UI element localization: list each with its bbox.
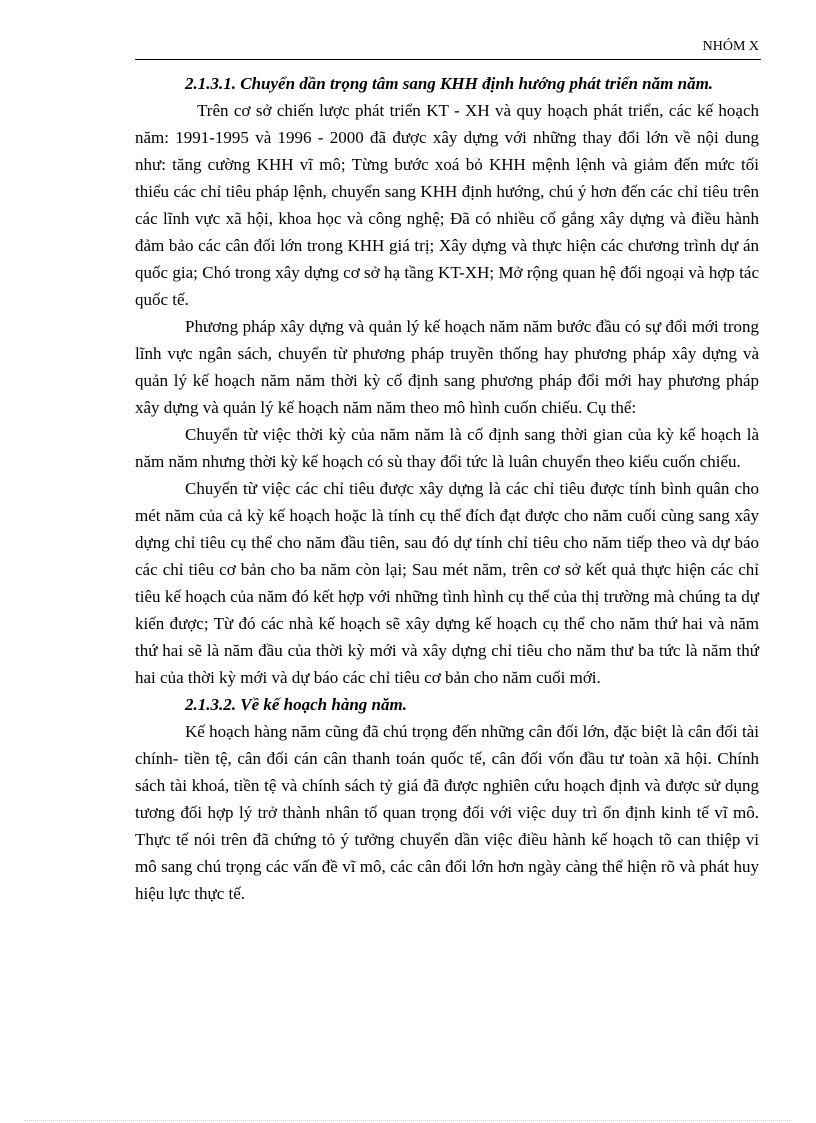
- paragraph: Chuyển từ việc thời kỳ của năm năm là cố định sang thời gian của kỳ kế hoạch là năm năm nhưng thời kỳ kế hoạch có sù thay đổi tức là luân chuyển theo kiểu cuốn chiếu.: [135, 425, 759, 471]
- page-bottom-divider: [24, 1120, 792, 1121]
- paragraph: Trên cơ sở chiến lược phát triển KT - XH và quy hoạch phát triển, các kế hoạch năm: 1991-1995 và 1996 - 2000 đã được xây dựng với những thay đổi lớn về nội dung như: tăng cường KHH vĩ mô; Từng bước xoá bỏ KHH mệnh lệnh và giảm đến mức tối thiểu các chỉ tiêu pháp lệnh, chuyển sang KHH định hướng, chú ý hơn đến các chỉ tiêu trên các lĩnh vực xã hội, khoa học và công nghệ; Đã có nhiều cố gắng xây dựng và điều hành đảm bảo các cân đối lớn trong KHH giá trị; Xây dựng và thực hiện các chương trình dự án quốc gia; Chó trong xây dựng cơ sở hạ tầng KT-XH; Mở rộng quan hệ đối ngoại và hợp tác quốc tế.: [135, 101, 759, 309]
- paragraph: Chuyển từ việc các chỉ tiêu được xây dựng là các chỉ tiêu được tính bình quân cho mét năm của cả kỳ kế hoạch hoặc là tính cụ thể đích đạt được cho năm cuối cùng sang xây dựng chỉ tiêu cụ thể cho năm đầu tiên, sau đó dự tính chỉ tiêu cho năm tiếp theo và dự báo các chỉ tiêu cơ bản cho ba năm còn lại; Sau mét năm, trên cơ sở kết quả thực hiện các chỉ tiêu kế hoạch của năm đó kết hợp với những tình hình cụ thể của thị trường mà chúng ta dự kiến được; Từ đó các nhà kế hoạch sẽ xây dựng kế hoạch cụ thể cho năm thứ hai và năm thứ hai sẽ là năm đầu của thời kỳ mới và xây dựng chỉ tiêu cho năm thư ba tức là năm thứ hai của thời kỳ mới và dự báo các chỉ tiêu cơ bản cho năm cuối mới.: [135, 479, 759, 687]
- section-heading-2-1-3-2: 2.1.3.2. Về kế hoạch hàng năm.: [185, 695, 407, 714]
- page-header: [135, 38, 761, 60]
- paragraph: Phương pháp xây dựng và quản lý kế hoạch năm năm bước đầu có sự đổi mới trong lĩnh vực ngân sách, chuyển từ phương pháp truyền thống hay phương pháp xây dựng và quản lý kế hoạch năm năm thời kỳ cố định sang phương pháp đổi mới hay phương pháp xây dựng và quản lý kế hoạch năm năm theo mô hình cuốn chiếu. Cụ thể:: [135, 317, 759, 417]
- paragraph: Kế hoạch hàng năm cũng đã chú trọng đến những cân đối lớn, đặc biệt là cân đối tài chính- tiền tệ, cân đối cán cân thanh toán quốc tế, cân đối vốn đầu tư toàn xã hội. Chính sách tài khoá, tiền tệ và chính sách tỷ giá đã được nghiên cứu hoạch định và được sử dụng tương đối hợp lý trở thành nhân tố quan trọng đối với việc duy trì ổn định kinh tế vĩ mô. Thực tế nói trên đã chứng tỏ ý tưởng chuyển dần việc điều hành kế hoạch tõ can thiệp vi mô sang chú trọng các vấn đề vĩ mô, các cân đối lớn hơn ngày càng thể hiện rõ và phát huy hiệu lực thực tế.: [135, 722, 759, 903]
- section-heading-2-1-3-1: 2.1.3.1. Chuyển dần trọng tâm sang KHH định hướng phát triển năm năm.: [185, 74, 714, 93]
- document-body: [135, 70, 759, 907]
- group-label: NHÓM X: [702, 39, 759, 54]
